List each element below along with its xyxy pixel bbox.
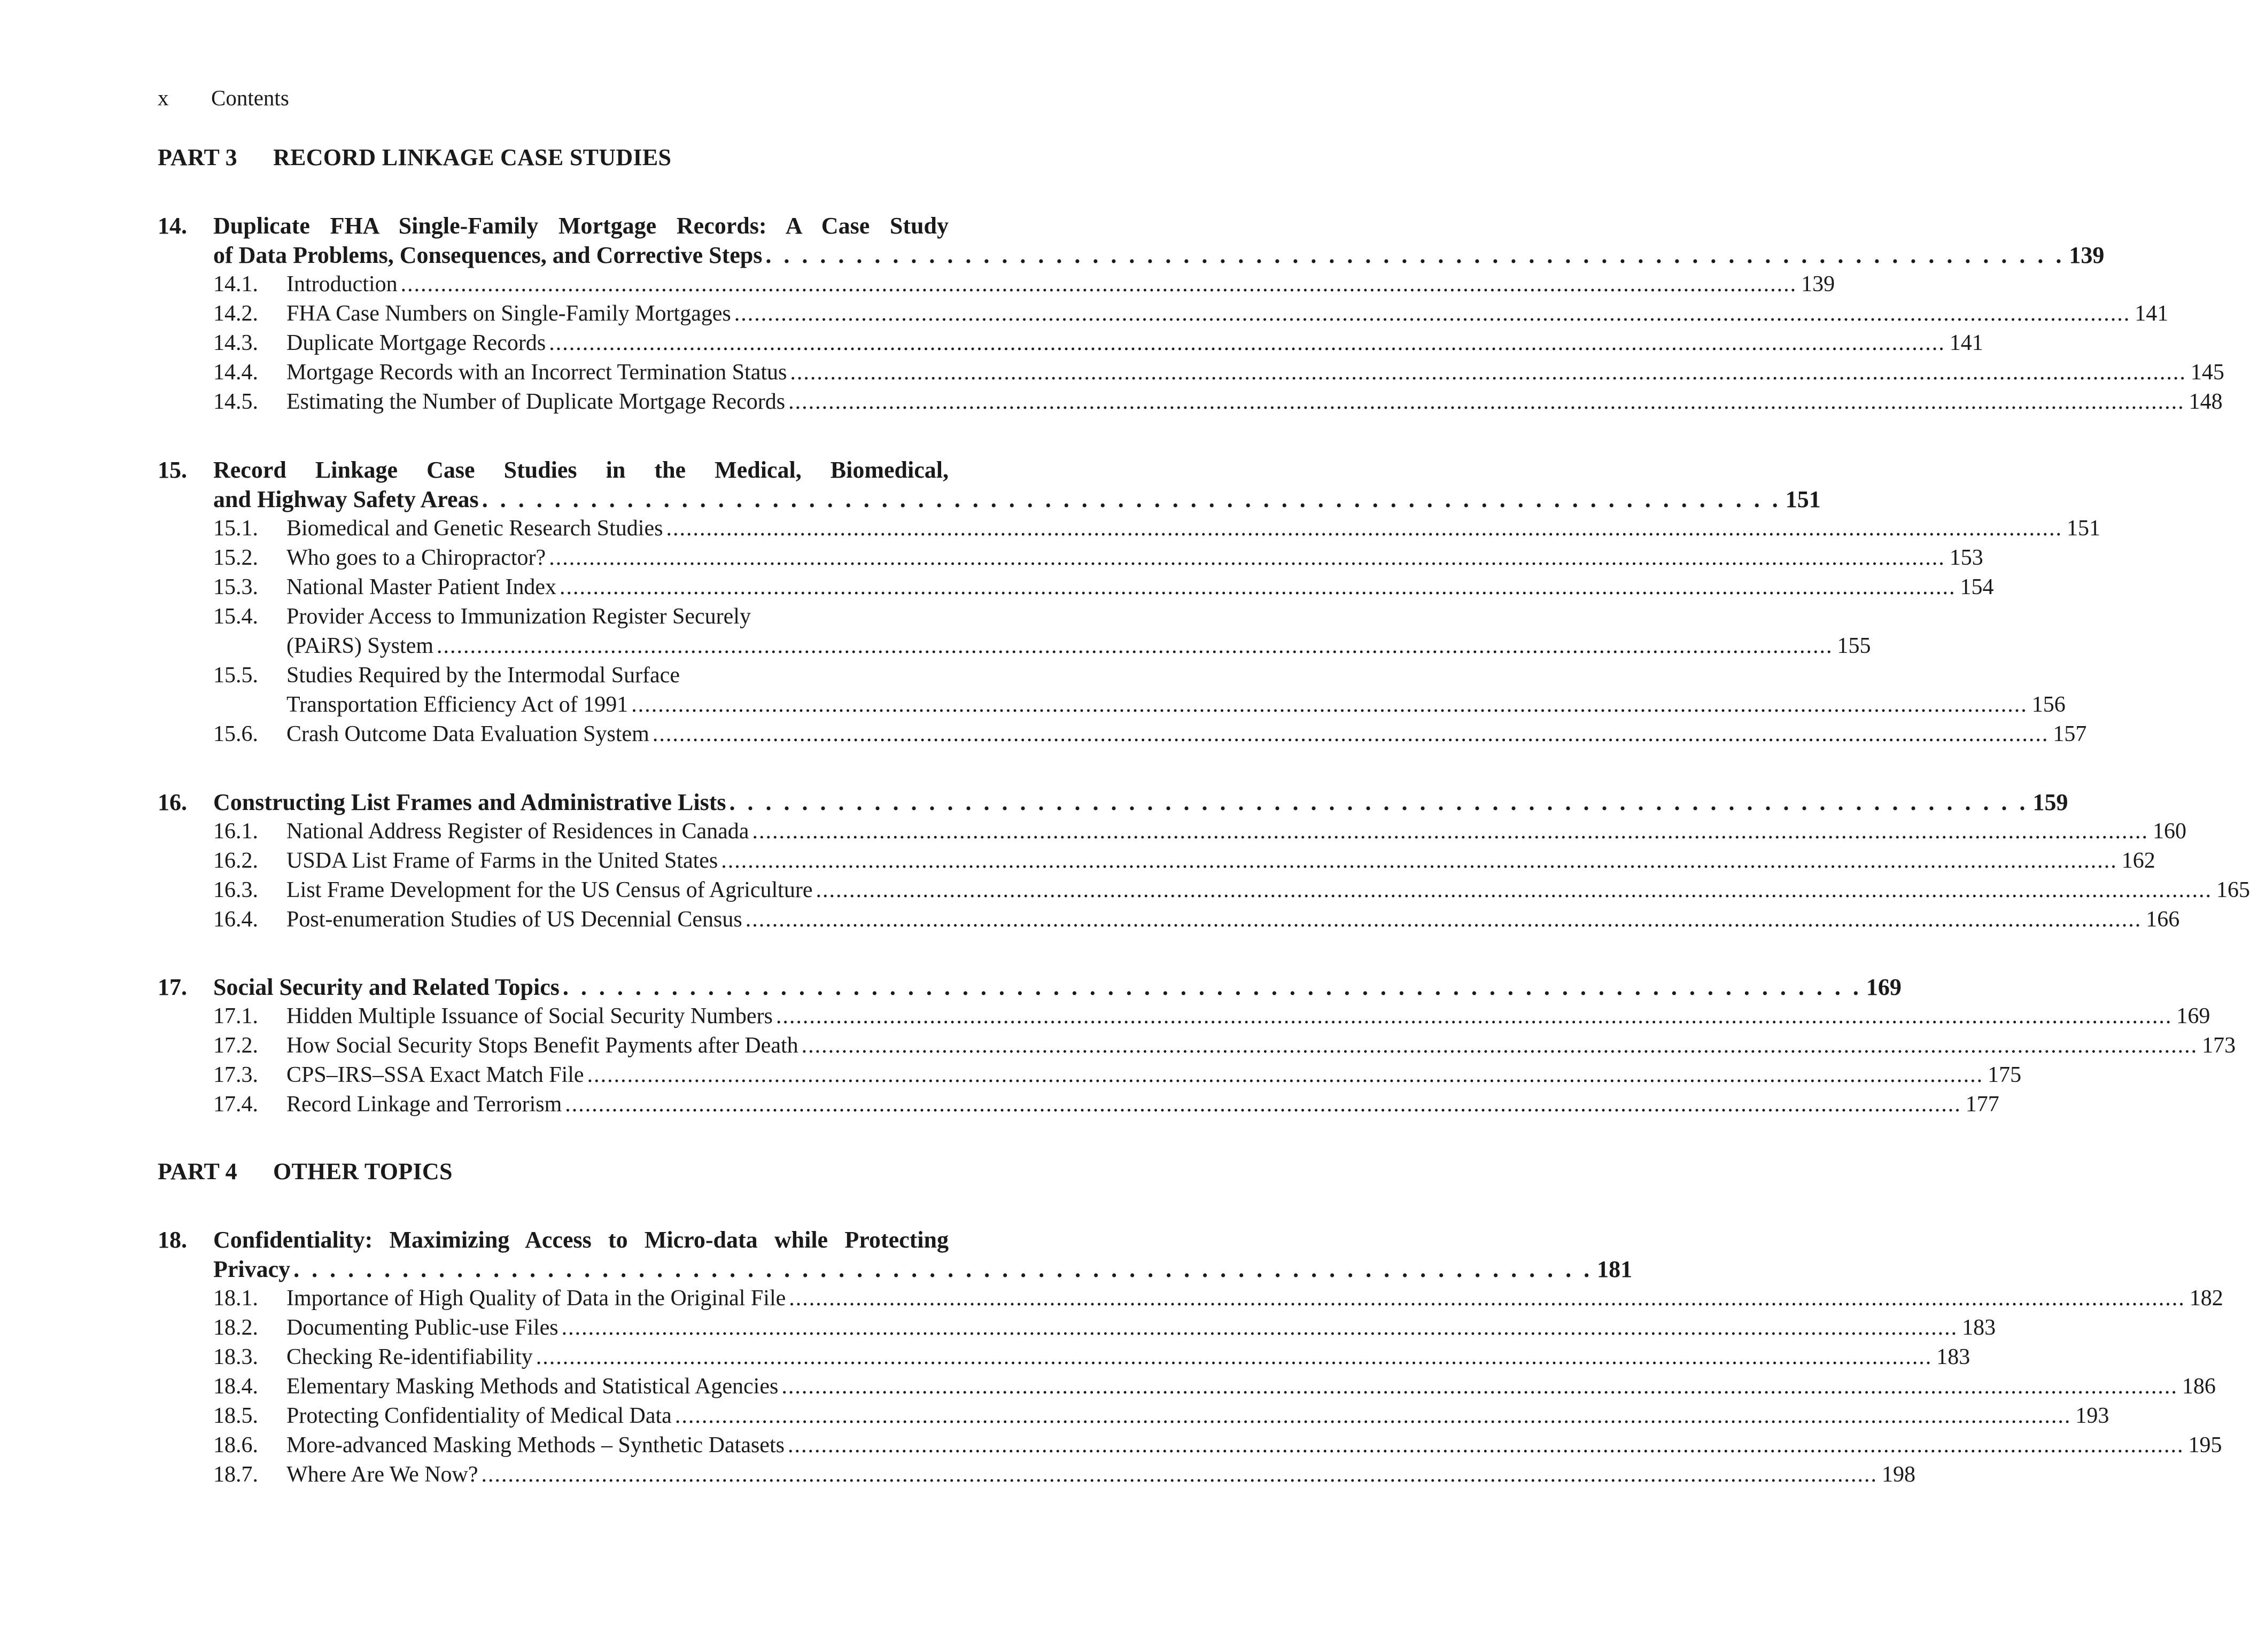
toc-entry[interactable] [213, 1002, 2210, 1031]
dot-leader: ................................................................................................................................................................................................................. [666, 516, 2062, 541]
section-number: 18.1. [213, 1286, 258, 1311]
chapter-number: 14. [158, 213, 187, 239]
toc-entry[interactable] [213, 329, 1983, 358]
section-title: Biomedical and Genetic Research Studies [286, 516, 663, 541]
toc-entry[interactable] [213, 602, 1871, 661]
section-page-number: 154 [1960, 575, 1994, 599]
chapter-14 [158, 211, 2224, 417]
dot-leader: . . . . . . . . . . . . . . . . . . . . . . . . . . . . . . . . . . . . . . . . . . . . . . . . . . . . . . . . . . . . . . . . . . . . . . . . [293, 1256, 1593, 1282]
page-folio: x [158, 85, 169, 110]
chapter-16 [158, 788, 2250, 934]
section-number: 18.4. [213, 1374, 258, 1399]
toc-entry[interactable] [213, 543, 1983, 573]
running-head-title: Contents [211, 85, 289, 110]
dot-leader: ................................................................................................................................................................................................................. [734, 301, 2131, 326]
dot-leader: ................................................................................................................................................................................................................. [781, 1374, 2178, 1399]
section-page-number: 139 [1801, 272, 1835, 297]
toc-entry[interactable] [213, 876, 2250, 905]
toc-entry[interactable] [213, 1372, 2216, 1401]
toc-entry[interactable] [213, 661, 2066, 720]
part-number: PART 4 [158, 1158, 237, 1185]
section-title: USDA List Frame of Farms in the United States [286, 848, 718, 873]
section-title: Crash Outcome Data Evaluation System [286, 722, 649, 746]
section-page-number: 183 [1962, 1315, 1996, 1340]
toc-entry[interactable] [213, 514, 2100, 543]
toc-entry[interactable] [213, 817, 2186, 846]
section-page-number: 145 [2190, 360, 2224, 385]
section-number: 14.2. [213, 301, 258, 326]
section-title: Post-enumeration Studies of US Decennial Census [286, 907, 742, 932]
section-page-number: 177 [1965, 1092, 1999, 1117]
section-title: Record Linkage and Terrorism [286, 1092, 562, 1117]
dot-leader: ................................................................................................................................................................................................................. [549, 331, 1945, 355]
section-number: 18.7. [213, 1462, 258, 1487]
section-number: 18.2. [213, 1315, 258, 1340]
toc-entry[interactable] [213, 905, 2180, 934]
section-page-number: 165 [2216, 878, 2250, 902]
toc-entry[interactable] [213, 1401, 2109, 1431]
toc-entry[interactable] [213, 270, 1835, 299]
chapter-heading [158, 455, 1821, 514]
section-title: List Frame Development for the US Census of Agriculture [286, 878, 813, 902]
chapter-heading [158, 211, 2105, 270]
dot-leader: ................................................................................................................................................................................................................. [788, 389, 2185, 414]
section-number: 17.2. [213, 1033, 258, 1058]
chapter-title-text: Constructing List Frames and Administrative Lists [213, 789, 726, 815]
section-number: 18.5. [213, 1404, 258, 1428]
part-4-heading [158, 1157, 453, 1186]
section-page-number: 162 [2121, 848, 2155, 873]
section-page-number: 193 [2075, 1404, 2109, 1428]
chapter-heading [158, 1225, 1633, 1284]
dot-leader: . . . . . . . . . . . . . . . . . . . . . . . . . . . . . . . . . . . . . . . . . . . . . . . . . . . . . . . . . . . . . . . . . . . . . . . . [729, 789, 2029, 815]
section-title: More-advanced Masking Methods – Synthetic Datasets [286, 1433, 785, 1458]
chapter-number: 16. [158, 789, 187, 815]
section-page-number: 169 [2176, 1004, 2210, 1028]
section-page-number: 182 [2189, 1286, 2223, 1311]
chapter-title-text: of Data Problems, Consequences, and Corrective Steps [213, 242, 763, 268]
section-page-number: 148 [2189, 389, 2223, 414]
section-number: 16.4. [213, 907, 258, 932]
section-title: Where Are We Now? [286, 1462, 478, 1487]
toc-entry[interactable] [213, 573, 1994, 602]
section-title: Estimating the Number of Duplicate Mortgage Records [286, 389, 786, 414]
toc-entry[interactable] [213, 1090, 1999, 1119]
section-page-number: 173 [2202, 1033, 2236, 1058]
section-number: 14.1. [213, 272, 258, 297]
section-number: 15.3. [213, 575, 258, 599]
toc-entry[interactable] [213, 387, 2223, 417]
section-number: 15.2. [213, 546, 258, 570]
chapter-title-text: Social Security and Related Topics [213, 974, 560, 1000]
section-page-number: 141 [1949, 331, 1983, 355]
dot-leader: ................................................................................................................................................................................................................. [801, 1033, 2198, 1058]
running-head [158, 84, 289, 111]
toc-entry[interactable] [213, 358, 2224, 387]
section-number: 17.4. [213, 1092, 258, 1117]
dot-leader: ................................................................................................................................................................................................................. [790, 360, 2186, 385]
dot-leader: ................................................................................................................................................................................................................. [652, 722, 2049, 746]
dot-leader: ................................................................................................................................................................................................................. [536, 1345, 1933, 1369]
chapter-18 [158, 1225, 2223, 1490]
chapter-page-number: 169 [1866, 974, 1902, 1000]
chapter-title-text: Privacy [213, 1256, 291, 1282]
section-title-line-2: (PAiRS) System [286, 634, 434, 658]
section-page-number: 141 [2135, 301, 2169, 326]
section-title-line-1: Provider Access to Immunization Register Securely [286, 604, 751, 629]
toc-entry[interactable] [213, 1284, 2223, 1313]
section-title: National Master Patient Index [286, 575, 557, 599]
dot-leader: ................................................................................................................................................................................................................. [787, 1433, 2184, 1458]
chapter-page-number: 139 [2069, 242, 2105, 268]
chapter-number: 17. [158, 974, 187, 1000]
toc-entry[interactable] [213, 1031, 2236, 1061]
chapter-heading [158, 788, 2068, 817]
section-page-number: 160 [2152, 819, 2186, 844]
section-number: 14.4. [213, 360, 258, 385]
section-page-number: 198 [1882, 1462, 1916, 1487]
part-title: OTHER TOPICS [273, 1158, 453, 1185]
dot-leader: ................................................................................................................................................................................................................. [560, 575, 1956, 599]
dot-leader: . . . . . . . . . . . . . . . . . . . . . . . . . . . . . . . . . . . . . . . . . . . . . . . . . . . . . . . . . . . . . . . . . . . . . . . . [482, 486, 1781, 512]
chapter-title-line[interactable] [213, 972, 1902, 1002]
chapter-title-line-2[interactable] [213, 1254, 1633, 1284]
chapter-title-line-1: Confidentiality: Maximizing Access to Micro-data while Protecting [213, 1227, 949, 1253]
section-number: 16.2. [213, 848, 258, 873]
toc-entry[interactable] [213, 846, 2155, 876]
section-number: 18.6. [213, 1433, 258, 1458]
dot-leader: ................................................................................................................................................................................................................. [789, 1286, 2185, 1311]
chapter-title-line-1: Duplicate FHA Single-Family Mortgage Records: A Case Study [213, 213, 949, 239]
section-page-number: 156 [2031, 692, 2066, 717]
dot-leader: ................................................................................................................................................................................................................. [816, 878, 2212, 902]
toc-entry[interactable] [213, 1313, 1996, 1343]
section-number: 15.1. [213, 516, 258, 541]
chapter-15 [158, 455, 2100, 749]
section-number: 14.5. [213, 389, 258, 414]
section-title: CPS–IRS–SSA Exact Match File [286, 1063, 584, 1087]
toc-entry[interactable] [213, 299, 2169, 329]
toc-entry[interactable] [213, 1061, 2022, 1090]
section-title: How Social Security Stops Benefit Payments after Death [286, 1033, 798, 1058]
chapter-title-text: and Highway Safety Areas [213, 486, 479, 512]
chapter-17 [158, 972, 2236, 1119]
section-title: Mortgage Records with an Incorrect Termination Status [286, 360, 787, 385]
section-number: 15.6. [213, 722, 258, 746]
dot-leader: ................................................................................................................................................................................................................. [674, 1404, 2071, 1428]
section-title: Duplicate Mortgage Records [286, 331, 546, 355]
dot-leader: . . . . . . . . . . . . . . . . . . . . . . . . . . . . . . . . . . . . . . . . . . . . . . . . . . . . . . . . . . . . . . . . . . . . . . . . [765, 242, 2065, 268]
section-page-number: 166 [2146, 907, 2180, 932]
section-page-number: 195 [2188, 1433, 2222, 1458]
section-page-number: 186 [2182, 1374, 2216, 1399]
dot-leader: . . . . . . . . . . . . . . . . . . . . . . . . . . . . . . . . . . . . . . . . . . . . . . . . . . . . . . . . . . . . . . . . . . . . . . . . [562, 974, 1862, 1000]
dot-leader: ................................................................................................................................................................................................................. [752, 819, 2148, 844]
chapter-title-line-2[interactable] [213, 485, 1821, 514]
section-number: 18.3. [213, 1345, 258, 1369]
section-page-number: 175 [1988, 1063, 2022, 1087]
part-number: PART 3 [158, 144, 237, 170]
chapter-number: 15. [158, 457, 187, 483]
section-title: Elementary Masking Methods and Statistical Agencies [286, 1374, 779, 1399]
section-number: 17.3. [213, 1063, 258, 1087]
section-number: 16.1. [213, 819, 258, 844]
toc-entry[interactable] [213, 720, 2087, 749]
section-page-number: 153 [1949, 546, 1983, 570]
chapter-title-line-1: Record Linkage Case Studies in the Medical, Biomedical, [213, 457, 949, 483]
dot-leader: ................................................................................................................................................................................................................. [561, 1315, 1958, 1340]
chapter-page-number: 181 [1597, 1256, 1633, 1282]
section-page-number: 157 [2053, 722, 2087, 746]
dot-leader: ................................................................................................................................................................................................................. [400, 272, 1797, 297]
section-title: National Address Register of Residences in Canada [286, 819, 749, 844]
section-page-number: 155 [1837, 634, 1871, 658]
section-number: 14.3. [213, 331, 258, 355]
section-number: 16.3. [213, 878, 258, 902]
section-title: Who goes to a Chiropractor? [286, 546, 546, 570]
dot-leader: ................................................................................................................................................................................................................. [721, 848, 2117, 873]
section-number: 15.5. [213, 663, 258, 688]
section-number: 17.1. [213, 1004, 258, 1028]
dot-leader: ................................................................................................................................................................................................................. [775, 1004, 2173, 1028]
toc-entry[interactable] [213, 1343, 1970, 1372]
toc-entry[interactable] [213, 1431, 2222, 1460]
chapter-title-line-2[interactable] [213, 240, 2105, 270]
section-title: Importance of High Quality of Data in the Original File [286, 1286, 786, 1311]
section-page-number: 183 [1936, 1345, 1970, 1369]
section-title: FHA Case Numbers on Single-Family Mortgages [286, 301, 731, 326]
part-title: RECORD LINKAGE CASE STUDIES [273, 144, 672, 170]
chapter-number: 18. [158, 1227, 187, 1253]
section-title: Documenting Public-use Files [286, 1315, 558, 1340]
section-title-line-2: Transportation Efficiency Act of 1991 [286, 692, 629, 717]
dot-leader: ................................................................................................................................................................................................................. [745, 907, 2142, 932]
section-title: Introduction [286, 272, 398, 297]
section-title: Protecting Confidentiality of Medical Data [286, 1404, 672, 1428]
section-title: Checking Re-identifiability [286, 1345, 533, 1369]
dot-leader: ................................................................................................................................................................................................................. [481, 1462, 1878, 1487]
dot-leader: ................................................................................................................................................................................................................. [587, 1063, 1984, 1087]
section-page-number: 151 [2066, 516, 2100, 541]
chapter-title-line[interactable] [213, 788, 2068, 817]
chapter-page-number: 159 [2032, 789, 2068, 815]
dot-leader: ................................................................................................................................................................................................................. [565, 1092, 1961, 1117]
chapter-page-number: 151 [1785, 486, 1821, 512]
dot-leader: ................................................................................................................................................................................................................. [631, 692, 2028, 717]
dot-leader: ................................................................................................................................................................................................................. [549, 546, 1945, 570]
part-3-heading [158, 143, 671, 172]
section-title-line-1: Studies Required by the Intermodal Surface [286, 663, 680, 688]
chapter-heading [158, 972, 1902, 1002]
dot-leader: ................................................................................................................................................................................................................. [437, 634, 1833, 658]
section-number: 15.4. [213, 604, 258, 629]
toc-entry[interactable] [213, 1460, 1916, 1490]
section-title: Hidden Multiple Issuance of Social Security Numbers [286, 1004, 773, 1028]
